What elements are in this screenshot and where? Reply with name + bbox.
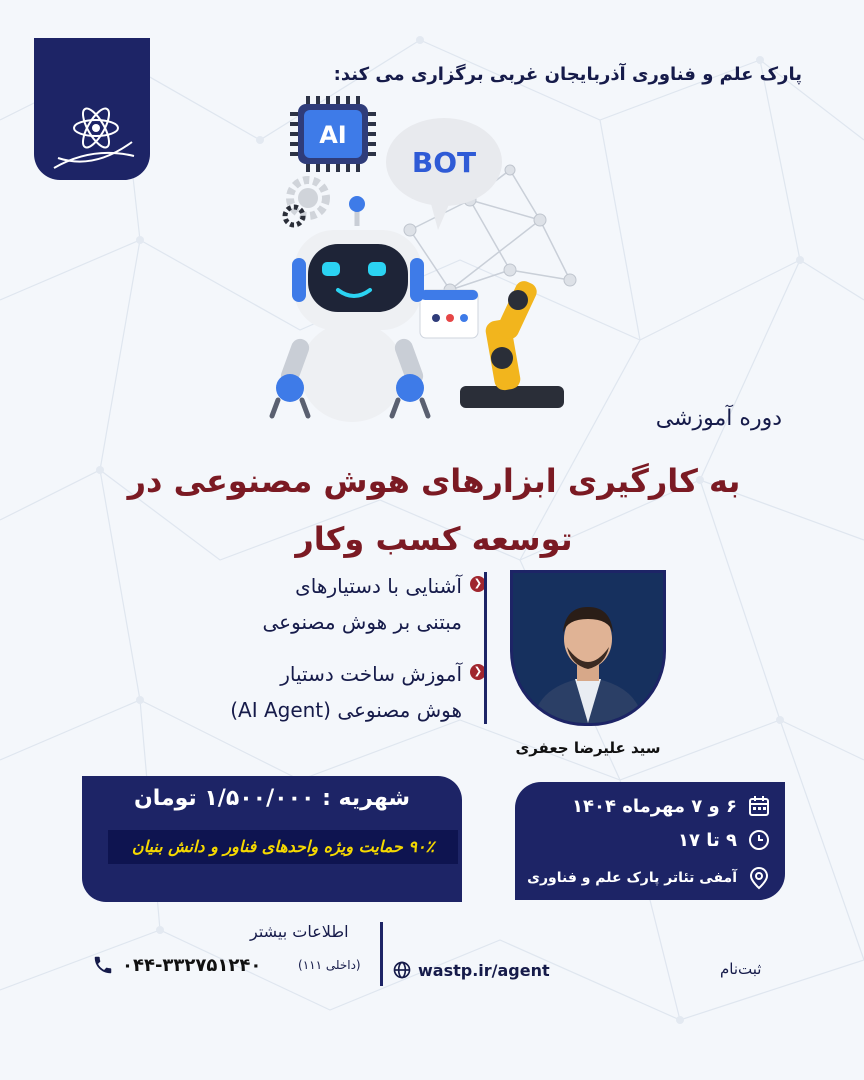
topic-line: آشنایی با دستیارهای bbox=[295, 574, 462, 598]
browser-window-icon bbox=[420, 290, 478, 338]
svg-text:AI: AI bbox=[319, 121, 347, 149]
list-item bbox=[156, 568, 486, 640]
phone-icon bbox=[92, 954, 114, 976]
speaker-portrait-icon bbox=[513, 573, 663, 723]
topic-line: آموزش ساخت دستیار bbox=[280, 662, 462, 686]
list-item bbox=[156, 656, 486, 728]
subsidy-text: ۹۰٪ حمایت ویژه واحدهای فناور و دانش بنیان bbox=[108, 830, 458, 864]
event-time-row bbox=[678, 828, 771, 852]
event-location: آمفی تئاتر پارک علم و فناوری bbox=[527, 870, 737, 886]
divider bbox=[484, 572, 487, 724]
ai-chip-icon bbox=[290, 96, 376, 172]
event-date: ۶ و ۷ مهرماه ۱۴۰۴ bbox=[572, 795, 737, 817]
course-label: دوره آموزشی bbox=[655, 406, 782, 431]
gear-icon bbox=[285, 180, 326, 225]
chevron-left-icon: ❮ bbox=[470, 664, 486, 680]
atom-logo-icon bbox=[34, 38, 150, 180]
location-pin-icon bbox=[747, 866, 771, 890]
divider bbox=[380, 922, 383, 986]
register-label: ثبت‌نام bbox=[720, 960, 762, 978]
topic-line: هوش مصنوعی (AI Agent) bbox=[230, 698, 462, 722]
phone-contact[interactable] bbox=[92, 954, 261, 976]
calendar-icon bbox=[747, 794, 771, 818]
chevron-left-icon: ❮ bbox=[470, 576, 486, 592]
website-link[interactable] bbox=[392, 960, 550, 980]
event-date-row bbox=[572, 794, 771, 818]
fee-box bbox=[82, 776, 462, 902]
more-info-label: اطلاعات بیشتر bbox=[250, 922, 349, 941]
organizer-text: پارک علم و فناوری آذربایجان غربی برگزاری می کند: bbox=[333, 64, 802, 85]
speaker-name: سید علیرضا جعفری bbox=[515, 739, 661, 757]
svg-text:BOT: BOT bbox=[411, 146, 477, 179]
speaker-photo bbox=[510, 570, 666, 726]
park-logo bbox=[34, 38, 150, 180]
topic-line: مبتنی بر هوش مصنوعی bbox=[262, 610, 462, 634]
clock-icon bbox=[747, 828, 771, 852]
globe-icon bbox=[392, 960, 412, 980]
event-time: ۹ تا ۱۷ bbox=[677, 829, 737, 851]
event-info-box bbox=[515, 782, 785, 900]
course-title-line2: توسعه کسب وکار bbox=[295, 520, 573, 558]
topics-list bbox=[156, 568, 486, 744]
fee-text: شهریه : ۱/۵۰۰/۰۰۰ تومان bbox=[133, 786, 410, 811]
bot-speech-bubble-icon bbox=[386, 118, 502, 230]
phone-extension: (داخلی ۱۱۱) bbox=[298, 958, 361, 972]
phone-number[interactable]: ۰۴۴-۳۳۲۷۵۱۲۴۰ bbox=[122, 954, 262, 976]
course-title-line1: به کارگیری ابزارهای هوش مصنوعی در bbox=[127, 462, 741, 500]
course-title bbox=[74, 452, 794, 568]
event-location-row bbox=[527, 866, 771, 890]
website-url[interactable]: wastp.ir/agent bbox=[418, 960, 550, 980]
ai-robot-illustration bbox=[250, 90, 590, 435]
